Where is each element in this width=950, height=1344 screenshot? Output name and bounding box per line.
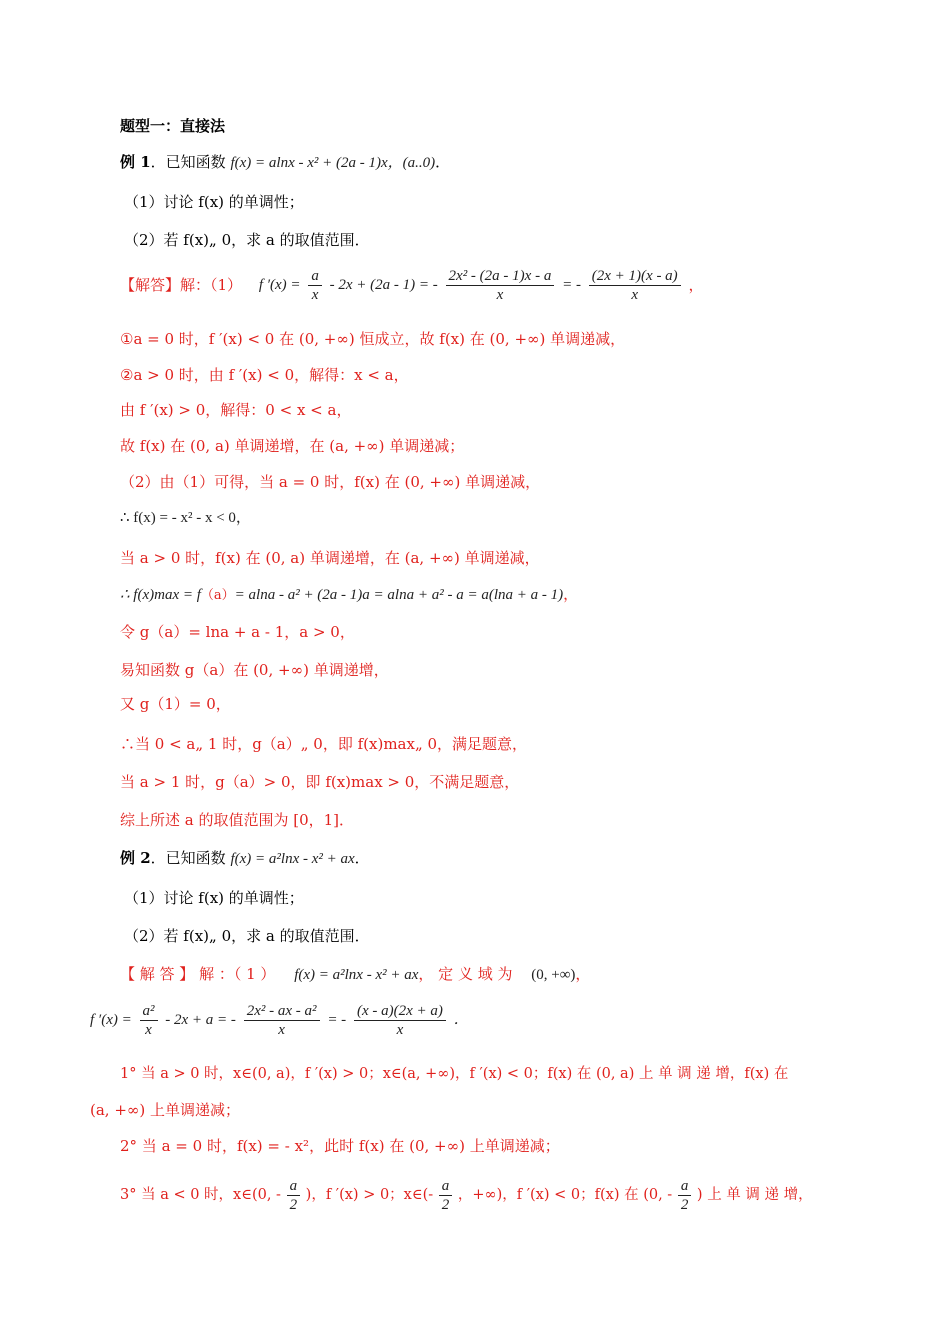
solution-2-case-3 [120,1176,813,1214]
fraction-2-factored [354,1002,446,1039]
solution-1-line-3: 由 f ′(x) > 0，解得：0 < x < a， [120,401,352,419]
fraction-denominator: 2 [680,1196,689,1213]
solution-1-line-5: （2）由（1）可得，当 a = 0 时，f(x) 在 (0, +∞) 单调递减， [120,473,541,491]
solution-1-line-14: 综上所述 a 的取值范围为 [0，1]． [120,811,355,829]
fraction-2-quadratic [244,1002,320,1039]
solution-2-tag: 【 解 答 】 解 ：（ 1 ） [120,965,276,983]
solution-1-line-2: ②a > 0 时，由 f ′(x) < 0，解得：x < a， [120,366,409,384]
derivative-2-end: ． [453,1012,469,1028]
fraction-numerator: a [287,1177,301,1196]
example-1-label: 例 1 [120,153,151,171]
solution-2-header [120,964,590,985]
solution-1-line-7: 当 a > 0 时，f(x) 在 (0, a) 单调递增，在 (a, +∞) 单调递减， [120,549,540,567]
example-1-question-1: （1）讨论 f(x) 的单调性； [124,193,304,211]
fraction-denominator: x [496,286,504,303]
example-1-end: ． [435,153,451,171]
fraction-numerator: (x - a)(2x + a) [354,1002,446,1021]
fraction-denominator: x [631,286,639,303]
example-2-statement [120,848,370,869]
example-2-end: ． [354,849,370,867]
example-1-intro: ．已知函数 [150,153,226,171]
solution-1-line-4: 故 f(x) 在 (0, a) 单调递增，在 (a, +∞) 单调递减； [120,437,465,455]
fraction-a-over-2 [287,1177,301,1214]
solution-1-line-8 [120,584,578,606]
derivative-2-mid: - 2x + a = - [165,1012,236,1028]
fraction-a-over-2-b [439,1177,453,1214]
fmax-expression: ∴ f(x)max = f [120,587,201,603]
fraction-denominator: 2 [289,1196,298,1213]
derivative-comma: ， [688,276,704,294]
example-1-function: f(x) = alnx - x² + (2a - 1)x [230,155,388,171]
example-1-statement [120,152,450,173]
fraction-a-over-x [308,267,322,304]
fraction-quadratic [446,267,555,304]
example-2-function: f(x) = a²lnx - x² + ax [230,851,355,867]
fmax-argument: （a） [200,588,235,603]
solution-1-tag: 【解答】解：（1） [120,276,243,294]
fraction-numerator: 2x² - (2a - 1)x - a [446,267,555,286]
solution-2-derivative [90,1000,469,1039]
derivative-lhs: f ′(x) = [258,277,301,293]
solution-2-case-1-cont: (a, +∞) 上单调递减； [90,1101,241,1119]
fraction-factored [589,267,681,304]
fraction-numerator: 2x² - ax - a² [244,1002,320,1021]
fraction-denominator: x [311,286,319,303]
case-3-end: ) 上 单 调 递 增， [696,1187,813,1203]
example-2-question-2: （2）若 f(x)„ 0，求 a 的取值范围． [124,927,370,945]
solution-2-domain-text: ， 定 义 域 为 [418,965,513,983]
fraction-numerator: (2x + 1)(x - a) [589,267,681,286]
fmax-expansion: = alna - a² + (2a - 1)a = alna + a² - a = a(lna + a - 1) [234,587,564,603]
fraction-numerator: a [678,1177,692,1196]
example-2-label: 例 2 [120,849,151,867]
example-2-intro: ．已知函数 [150,849,226,867]
fraction-numerator: a [439,1177,453,1196]
solution-2-case-2: 2° 当 a = 0 时，f(x) = - x²，此时 f(x) 在 (0, +∞) 上单调递减； [120,1137,560,1155]
case-3-middle: )，f ′(x) > 0；x∈(- [305,1187,434,1203]
solution-1-line-11: 又 g（1）= 0， [120,695,231,713]
solution-2-domain-end: ， [575,965,591,983]
derivative-2-lhs: f ′(x) = [90,1012,132,1028]
fraction-numerator: a [308,267,322,286]
fraction-denominator: x [278,1021,285,1038]
fraction-denominator: 2 [441,1196,450,1213]
fraction-denominator: x [396,1021,404,1038]
solution-1-line-12: ∴当 0 < a„ 1 时，g（a）„ 0，即 f(x)max„ 0，满足题意， [120,735,528,753]
example-1-question-2: （2）若 f(x)„ 0，求 a 的取值范围． [124,231,370,249]
derivative-eq: = - [562,277,581,293]
solution-1-line-10: 易知函数 g（a）在 (0, +∞) 单调递增， [120,661,389,679]
fraction-a-over-2-c [678,1177,692,1214]
solution-1-line-13: 当 a > 1 时，g（a）> 0，即 f(x)max > 0，不满足题意， [120,773,520,791]
solution-1-derivative [120,266,703,304]
solution-1-line-6: ∴ f(x) = - x² - x < 0， [120,510,251,526]
solution-2-case-1: 1° 当 a > 0 时，x∈(0, a)，f ′(x) > 0；x∈(a, +∞)，f ′(x) < 0；f(x) 在 (0, a) 上 单 调 递 增，f(x) 在 [120,1066,789,1082]
example-2-question-1: （1）讨论 f(x) 的单调性； [124,889,304,907]
example-1-condition: ，(a..0) [387,155,436,171]
fraction-a2-over-x [140,1002,158,1039]
solution-1-line-1: ①a = 0 时，f ′(x) < 0 在 (0, +∞) 恒成立，故 f(x) 在 (0, +∞) 单调递减， [120,330,626,348]
fraction-denominator: x [145,1021,152,1038]
section-heading: 题型一：直接法 [120,117,226,135]
solution-2-function: f(x) = a²lnx - x² + ax [294,967,419,983]
case-3-middle-2: ，+∞)，f ′(x) < 0；f(x) 在 (0, - [457,1187,673,1203]
fmax-comma: ， [563,585,579,603]
derivative-mid: - 2x + (2a - 1) = - [329,277,438,293]
case-3-prefix: 3° 当 a < 0 时，x∈(0, - [120,1187,281,1203]
solution-2-domain-value: (0, +∞) [531,967,576,983]
derivative-2-eq: = - [327,1012,347,1028]
fraction-numerator: a² [140,1002,158,1021]
solution-1-line-9: 令 g（a）= lna + a - 1，a > 0， [120,623,355,641]
